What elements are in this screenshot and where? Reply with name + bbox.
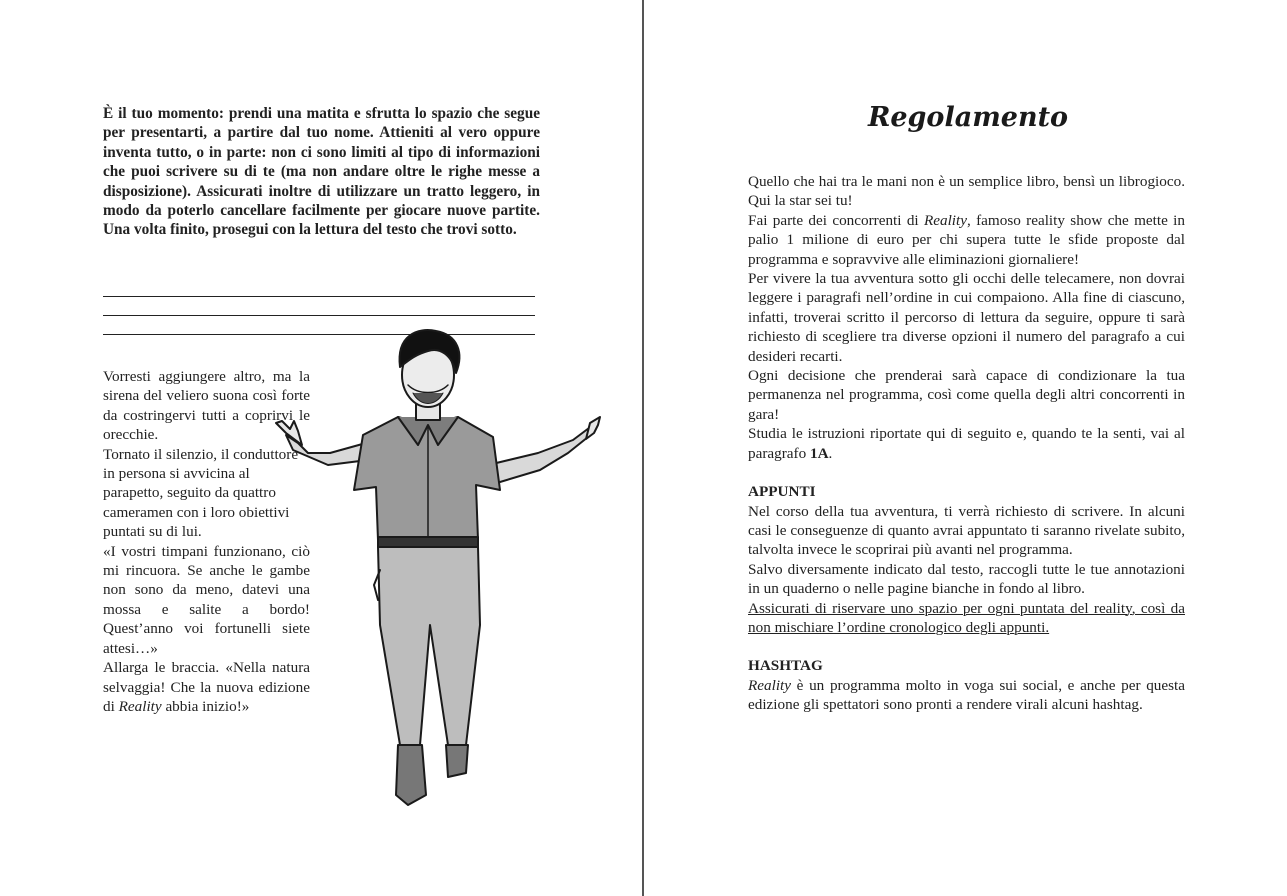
- right-page: [646, 0, 1287, 896]
- rules-paragraph-4: Ogni decisione che prenderai sarà capace di condizionare la tua permanenza nel programma, così come quella degli altri concorrenti in gara!: [748, 367, 1185, 423]
- write-line-2[interactable]: [103, 315, 535, 316]
- book-spine: [642, 0, 644, 896]
- story-paragraph-4: Allarga le braccia. «Nella natura selvaggia! Che la nuova edizione di Reality abbia inizio!»: [103, 659, 310, 715]
- appunti-paragraph-2: Salvo diversamente indicato dal testo, raccogli tutte le tue annotazioni in un quaderno o nelle pagine bianche in fondo al libro.: [748, 560, 1185, 598]
- tv-host-illustration: [268, 325, 602, 815]
- write-line-1[interactable]: [103, 296, 535, 297]
- rules-paragraph-5: Studia le istruzioni riportate qui di seguito e, quando te la senti, vai al paragrafo 1A.: [748, 425, 1185, 462]
- appunti-paragraph-1: Nel corso della tua avventura, ti verrà richiesto di scrivere. In alcuni casi le conseguenze di quanto avrai appuntato ti saranno rivelate subito, talvolta invece le scoprirai più avanti nel programma.: [748, 502, 1185, 559]
- rules-paragraph-2: Fai parte dei concorrenti di Reality, famoso reality show che mette in palio 1 milione di euro per chi supera tutte le sfide proposte dal programma e sopravvive alle eliminazioni giornaliere!: [748, 211, 1185, 268]
- page-title: [867, 96, 1069, 142]
- left-page: [0, 0, 640, 896]
- story-paragraph-3: «I vostri timpani funzionano, ciò mi rincuora. Se anche le gambe non sono da meno, datevi una mossa e salite a bordo! Quest’anno voi fortunelli siete attesi…»: [103, 542, 310, 657]
- hashtag-heading: HASHTAG: [748, 657, 823, 675]
- appunti-paragraph-3: Assicurati di riservare uno spazio per ogni puntata del reality, così da non mischiare l’ordine cronologico degli appunti.: [748, 599, 1185, 636]
- hashtag-paragraph: Reality è un programma molto in voga sui social, e anche per questa edizione gli spettatori sono pronti a rendere virali alcuni hashtag.: [748, 676, 1185, 714]
- rules-text: [748, 172, 1185, 715]
- story-paragraph-2: Tornato il silenzio, il conduttore in persona si avvicina al parapetto, seguito da quattro cameramen con i loro obiettivi puntati su di lui.: [103, 445, 299, 541]
- rules-paragraph-1: Quello che hai tra le mani non è un semplice libro, bensì un librogioco. Qui la star sei tu!: [748, 173, 1185, 210]
- intro-instructions: È il tuo momento: prendi una matita e sfrutta lo spazio che segue per presentarti, a partire dal tuo nome. Attieniti al vero oppure inventa tutto, o in parte: non ci sono limiti al tipo di informazioni che puoi scrivere su di te (ma non andare oltre le righe messe a disposizione). Assicurati inoltre di utilizzare un tratto leggero, in modo da poterlo cancellare facilmente per giocare nuove partite. Una volta finito, prosegui con la lettura del testo che trovi sotto.: [103, 105, 540, 239]
- rules-paragraph-3: Per vivere la tua avventura sotto gli occhi delle telecamere, non dovrai leggere i paragrafi nell’ordine in cui compaiono. Alla fine di ciascuno, infatti, troverai scritto il percorso di lettura da seguire, oppure ti sarà richiesto di scegliere tra diverse opzioni il numero del paragrafo a cui desideri recarti.: [748, 270, 1185, 365]
- story-paragraph-1: Vorresti aggiungere altro, ma la sirena del veliero suona così forte da costringervi tutti a coprirvi le orecchie.: [103, 368, 310, 444]
- appunti-heading: APPUNTI: [748, 483, 816, 501]
- svg-text:Regolamento: Regolamento: [867, 102, 1069, 133]
